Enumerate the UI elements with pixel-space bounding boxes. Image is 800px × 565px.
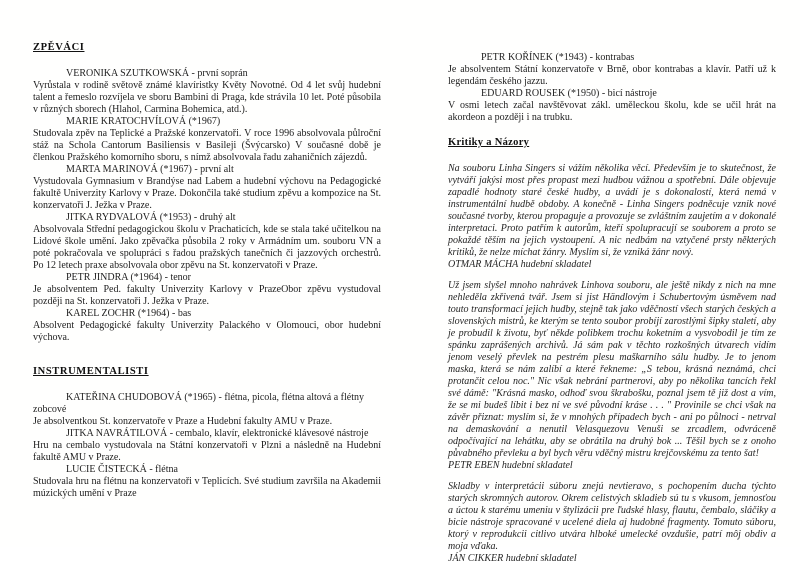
instrumentalist-bio: Studovala hru na flétnu na konzervatoři v Teplicích. Své studium završila na Akademii múzických umění v Praze	[33, 476, 381, 499]
singer-entry	[33, 308, 381, 344]
musician-bio: V osmi letech začal navštěvovat zákl. uměleckou školu, kde se učil hrát na akordeon a později i na trubku.	[448, 100, 776, 123]
right-column	[448, 52, 776, 565]
singer-name: KAREL ZOCHR (*1964) - bas	[66, 308, 192, 319]
review-signature: PETR EBEN hudební skladatel	[448, 460, 573, 471]
section-heading-singers: ZPĚVÁCI	[33, 42, 85, 53]
singer-entry	[33, 164, 381, 212]
singer-entry	[33, 116, 381, 164]
singer-name: JITKA RYDVALOVÁ (*1953) - druhý alt	[66, 212, 236, 223]
section-spacer	[448, 124, 776, 137]
review-paragraph: Na souboru Linha Singers si vážím několika věcí. Především je to skutečnost, že vytváří jakýsi most přes propast mezi hudbou vážnou a spotřební. Dále objevuje zapadlé hodnoty staré české hudby, a uvádí je s dokonalostí, která nemá v instrumentální hudbě obdoby. A konečně - Linha Singers podněcuje vznik nové současné tvorby, kterou propaguje a provozuje se zvláštním zaujetím a v dokonalé interpretaci. Proto patřím k autorům, kteří spolupracují se souborem a proto se pokaždé těším na jejich vystoupení. A nic nedbám na vztyčené prsty některých kritiků, že nelze míchat žánry. Myslím si, že vzniká žánr nový.	[448, 163, 776, 258]
singer-name: PETR JINDRA (*1964) - tenor	[66, 272, 191, 283]
review-spacer	[448, 271, 776, 280]
section-heading-instrumentalists: INSTRUMENTALISTI	[33, 366, 149, 377]
instrumentalist-bio: Je absolventkou St. konzervatoře v Praze a Hudební fakulty AMU v Praze.	[33, 416, 333, 427]
instrumentalist-name: KATEŘINA CHUDOBOVÁ (*1965) - flétna, picola, flétna altová a flétny zobcové	[33, 392, 364, 415]
instrumentalist-entry	[33, 464, 381, 500]
instrumentalist-name: JITKA NAVRÁTILOVÁ - cembalo, klavír, elektronické klávesové nástroje	[66, 428, 369, 439]
singer-entry	[33, 212, 381, 272]
singer-name: VERONIKA SZUTKOWSKÁ - první soprán	[66, 68, 248, 79]
instrumentalist-bio: Hru na cembalo vystudovala na Státní konzervatoři v Plzni a následně na Hudební fakultě AMU v Praze.	[33, 440, 381, 463]
singer-bio: Vystudovala Gymnasium v Brandýse nad Labem a hudební výchovu na Pedagogické fakultě Univerzity Karlovy v Praze. Dokončila také studium zpěvu a kompozice na St. konzervatoři J. Ježka v Praze.	[33, 176, 381, 211]
singer-name: MARIE KRATOCHVÍLOVÁ (*1967)	[66, 116, 221, 127]
singer-bio: Vyrůstala v rodině světově známé klavíristky Květy Novotné. Od 4 let svůj hudební talent a řemeslo rozvíjela ve sboru Bambini di Praga, kde strávila 10 let. Poté působila v různých sborech (Hlahol, Carmina Bohemica, atd.).	[33, 80, 381, 115]
singer-bio: Je absolventem Ped. fakulty Univerzity Karlovy v PrazeObor zpěvu vystudoval později na St. konzervatoři J. Ježka v Praze.	[33, 284, 381, 307]
singer-entry	[33, 272, 381, 308]
left-column	[33, 42, 381, 500]
instrumentalist-entry	[33, 428, 381, 464]
singer-bio: Absolvent Pedagogické fakulty Univerzity Palackého v Olomouci, obor hudební výchova.	[33, 320, 381, 343]
musician-bio: Je absolventem Státní konzervatoře v Brně, obor kontrabas a klavír. Patří už k legendám českého jazzu.	[448, 64, 776, 87]
singer-bio: Absolvovala Střední pedagogickou školu v Prachaticích, kde se stala také učitelkou na Lidové škole umění. Jako zpěvačka působila 2 roky v Armádním um. souboru VN a poté pokračovala ve spolupráci s řadou pražských tanečních či jazzových orchestrů. Po 12 letech praxe absolvovala obor zpěvu na St. konzervatoři v Praze.	[33, 224, 381, 271]
review-signature: JÁN CIKKER hudební skladatel	[448, 553, 577, 564]
musician-entry	[448, 52, 776, 88]
singer-entry	[33, 68, 381, 116]
review-paragraph: Už jsem slyšel mnoho nahrávek Linhova souboru, ale ještě nikdy z nich na mne nehleděla zkřivená tvář. Jsem si jist Händlovým i Schubertovým úsměvem nad touto transformací jejich hudby, stejně tak jako vděčností všech starých českých a slovenských mistrů, ke kterým se tento soubor probíjí zarostlými šipky staletí, aby je probudil k životu, byť někde polibkem trochu koketním a vysvobodil je tím ze spánku zaprášených archivů. Já sám pak v těchto rozkošných útvarech vidím jenom veselý převlek na pestrém plesu maškarního sálu hudby. Je to jenom maska, která se nám zalíbí a které řekneme: „S tebou, krásná neznámá, chci protančit celou noc." Nic však nebrání partnerovi, aby po několika tancích řekl své dámě: "Krásná masko, odhoď svou škrabošku, poznal jsem tě již dost a vím, že se mi budeš líbit i bez ní ve své původní kráse . . . " Provinile se chci však na závěr přiznat: myslím si, že v mnohých případech bych - ani po půlnoci - netrval na demaskování a nenutil Velasquezovu Venuši se zrcadlem, odvráceně odpočívající na lehátku, aby se obrátila na druhý bok ... Těšil bych se z onoho půvabného převleku a byl bych věru vděčný mistru krejčovskému za tento šat!	[448, 280, 776, 459]
section-heading-reviews: Kritiky a Názory	[448, 137, 530, 148]
singer-name: MARTA MARINOVÁ (*1967) - první alt	[66, 164, 234, 175]
instrumentalist-name: LUCIE ČISTECKÁ - flétna	[66, 464, 178, 475]
musician-entry	[448, 88, 776, 124]
musician-name: PETR KOŘÍNEK (*1943) - kontrabas	[481, 52, 635, 63]
review-paragraph: Skladby v interpretácii súboru znejú nevtieravo, s pochopením ducha týchto starých skromných autorov. Okrem celistvých skladieb sú tu s vkusom, jemnosťou a úctou k starému umeniu v štylizácii pre ľudské hlasy, flautu, čembalo, sláčiky a bicie nástroje spracované v ucelené diela aj hudobné fragmenty. Tomuto súboru, ktorý v reprodukcii citlivo utvára hlboké umelecké ovzdušie, patrí môj obdiv a moja vďaka.	[448, 481, 776, 552]
singer-bio: Studovala zpěv na Teplické a Pražské konzervatoři. V roce 1996 absolvovala půlroční stáž na Schola Cantorum Basiliensis v Basileji (Švýcarsko) V současné době je členkou Pražského komorního sboru, s nímž absolvovala řadu zahaničních zájezdů.	[33, 128, 381, 163]
review-spacer	[448, 472, 776, 481]
instrumentalist-entry	[33, 392, 381, 428]
review-signature: OTMAR MÁCHA hudební skladatel	[448, 259, 592, 270]
section-spacer	[33, 344, 381, 366]
musician-name: EDUARD ROUSEK (*1950) - bicí nástroje	[481, 88, 657, 99]
